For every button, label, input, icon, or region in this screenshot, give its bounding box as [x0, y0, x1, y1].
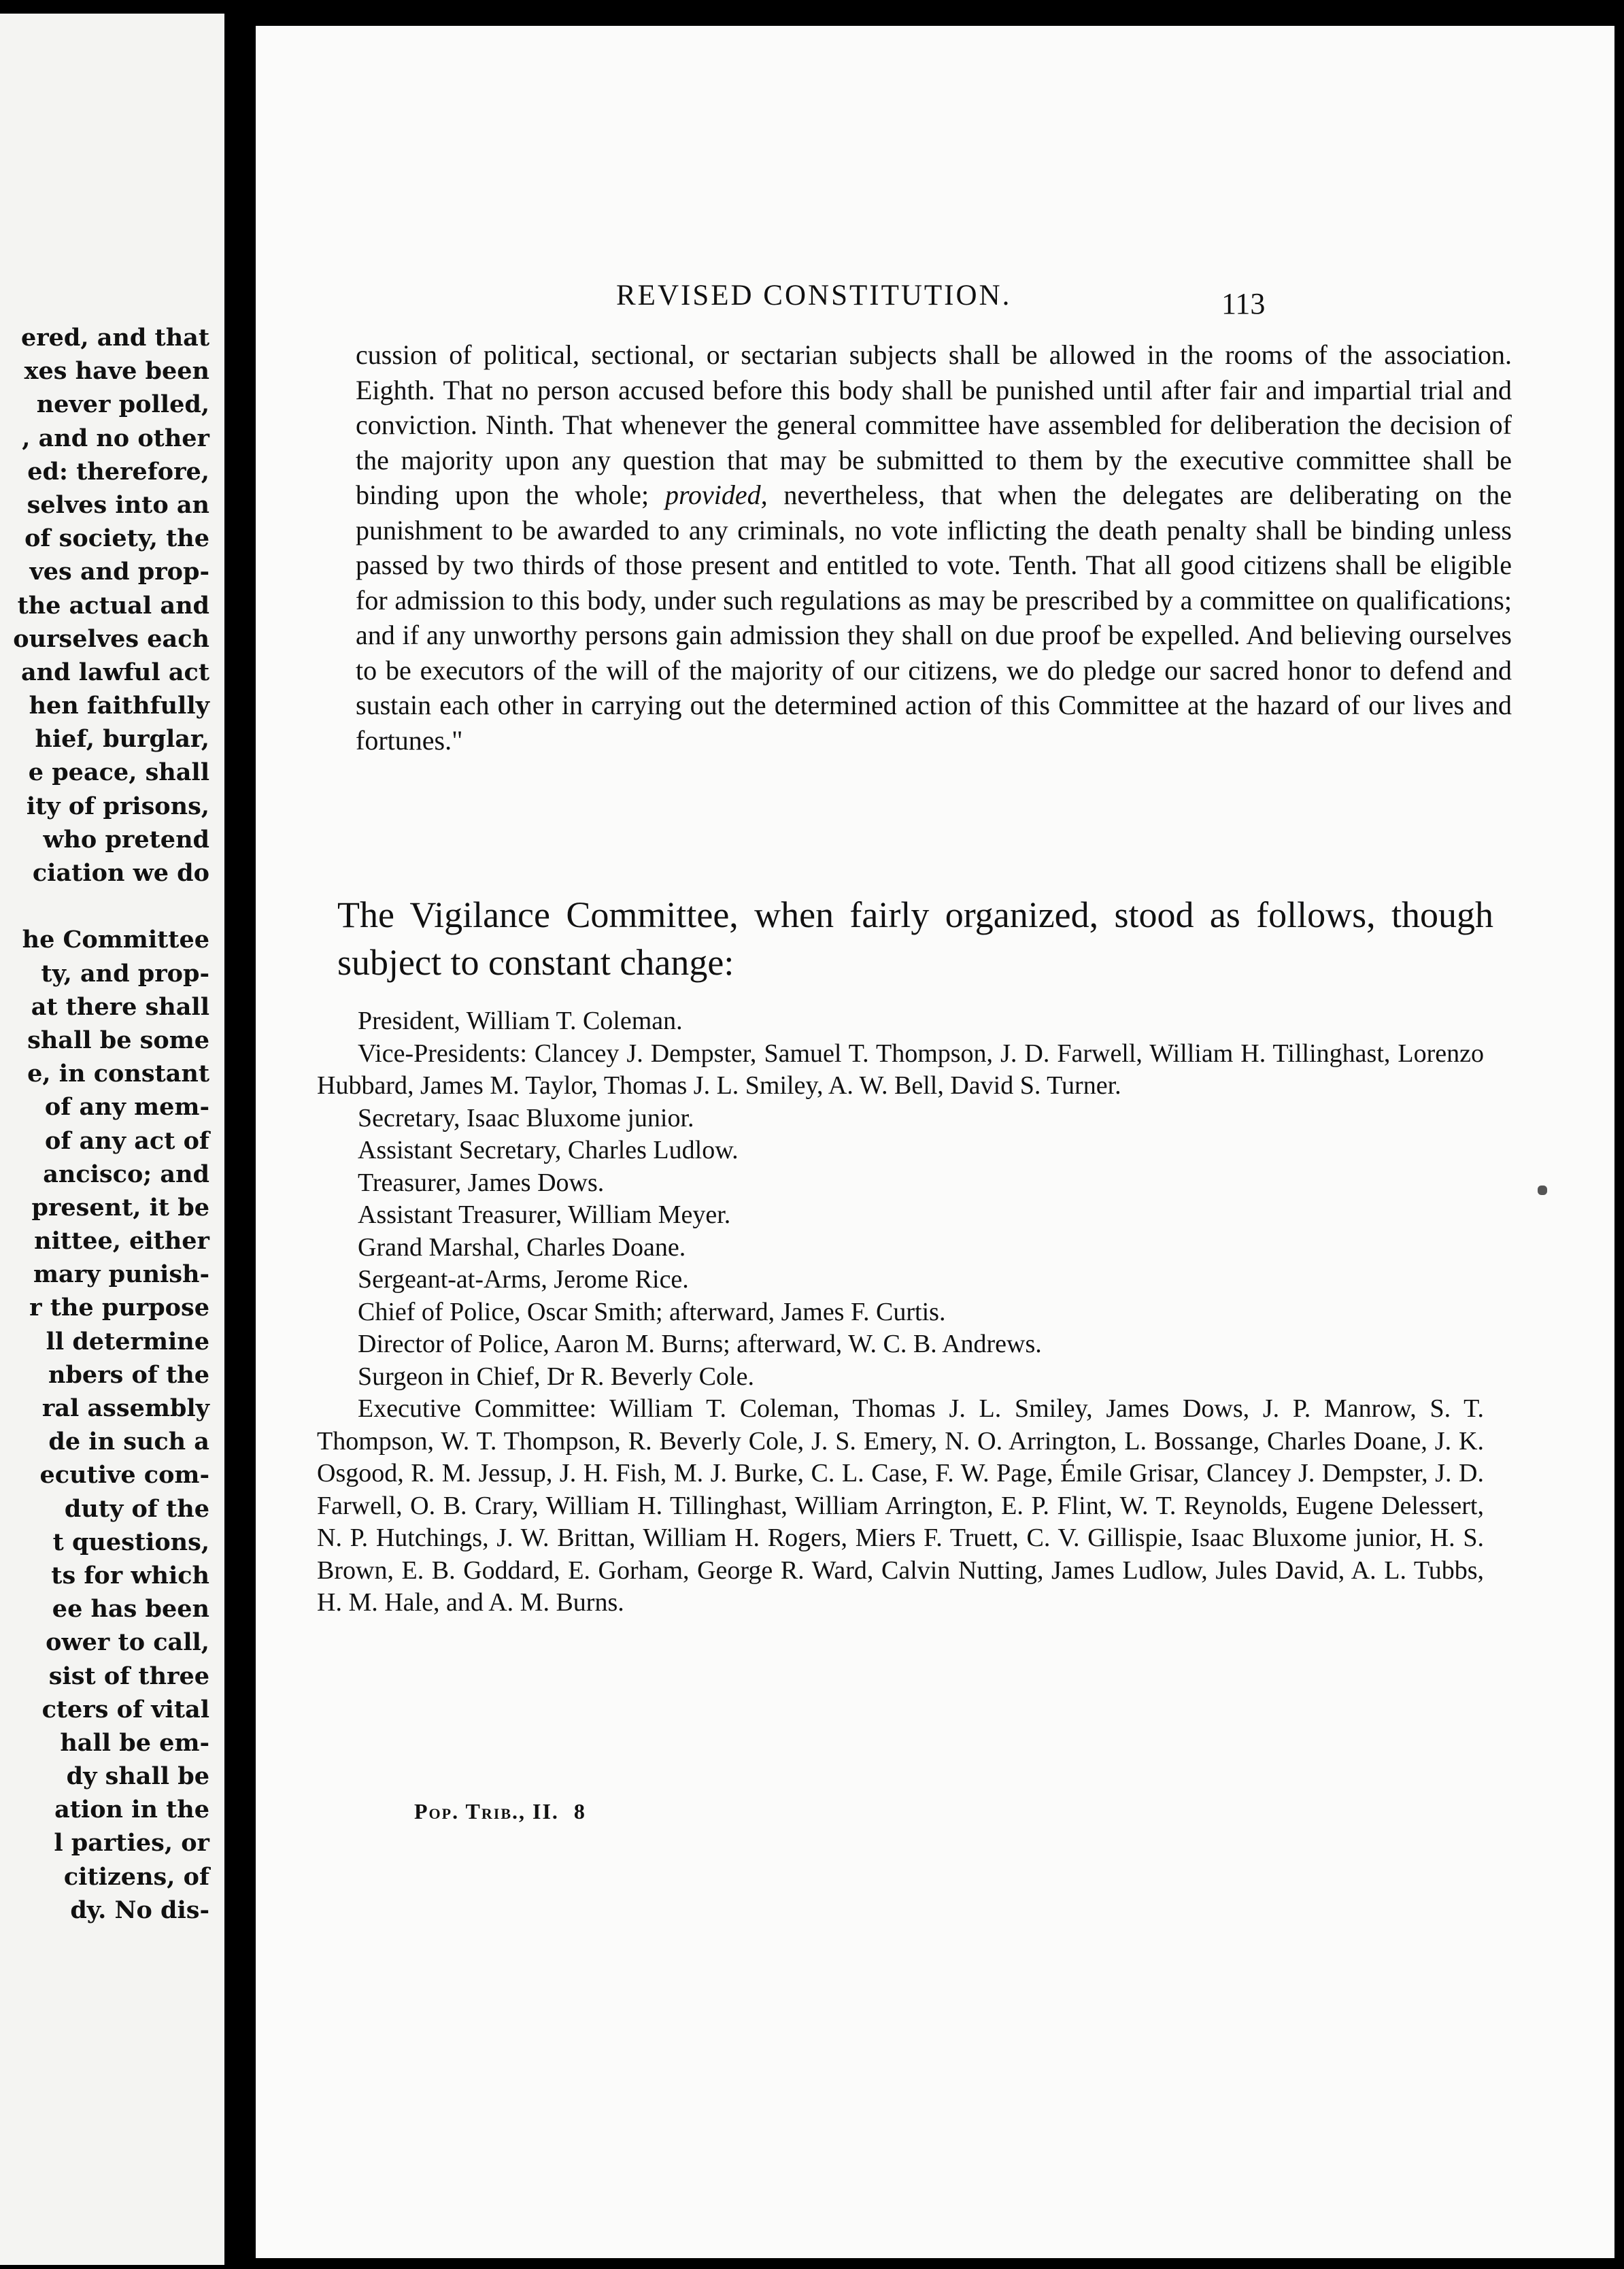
left-page-line: at there shall — [31, 992, 209, 1021]
left-page-line: he Committee — [22, 926, 209, 954]
left-page-line: ves and prop- — [29, 558, 209, 586]
left-page-line: ll determine — [46, 1327, 209, 1356]
officer-list — [317, 1005, 1484, 1619]
left-page-line: present, it be — [31, 1193, 209, 1222]
section-heading: The Vigilance Committee, when fairly organized, stood as follows, though subject to constant change: — [337, 894, 1493, 983]
left-page-line: cters of vital — [41, 1695, 209, 1724]
officer-secretary: Secretary, Isaac Bluxome junior. — [358, 1103, 694, 1132]
officer-surgeon-in-chief: Surgeon in Chief, Dr R. Beverly Cole. — [358, 1362, 754, 1391]
left-page-line: hall be em- — [60, 1728, 209, 1757]
left-page-text-column — [0, 321, 209, 1927]
left-page-line: , and no other — [22, 424, 209, 452]
left-page-line: ity of prisons, — [26, 792, 209, 820]
officer-director-of-police: Director of Police, Aaron M. Burns; afterward, W. C. B. Andrews. — [358, 1330, 1042, 1358]
page-number: 113 — [1221, 287, 1266, 320]
left-page-line: citizens, of — [63, 1862, 209, 1891]
left-page-line: duty of the — [64, 1494, 209, 1523]
officer-grand-marshal: Grand Marshal, Charles Doane. — [358, 1232, 686, 1262]
officer-assistant-treasurer: Assistant Treasurer, William Meyer. — [358, 1200, 731, 1229]
left-page-line: ee has been — [52, 1595, 209, 1624]
left-page-line: nbers of the — [48, 1360, 209, 1389]
officer-sergeant-at-arms: Sergeant-at-Arms, Jerome Rice. — [358, 1265, 689, 1294]
left-page-line: ancisco; and — [43, 1160, 209, 1188]
left-page-line: e, in constant — [27, 1060, 209, 1088]
left-page-line: ourselves each — [13, 624, 209, 653]
right-page — [256, 26, 1614, 2258]
left-page-line: dy shall be — [66, 1762, 209, 1791]
left-page-line: ation in the — [54, 1796, 209, 1824]
left-page-line: nittee, either — [34, 1227, 209, 1256]
left-page-line: ower to call, — [46, 1628, 209, 1657]
left-page-line: the actual and — [17, 591, 209, 620]
left-page-line: of society, the — [24, 524, 209, 553]
left-page-line: ed: therefore, — [27, 457, 209, 486]
officer-executive-committee: Executive Committee: William T. Coleman, Thomas J. L. Smiley, James Dows, J. P. Manrow, S. T. Thompson, W. T. Thompson, R. Beverly Cole, J. S. Emery, N. O. Arrington, L. Bossange, Charles Doane, J. K. Osgood, R. M. Jessup, J. H. Fish, M. J. Burke, C. L. Case, F. W. Page, Émile Grisar, Clancey J. Dempster, J. D. Farwell, O. B. Crary, William H. Tillinghast, William Arrington, E. P. Flint, W. T. Reynolds, Eugene Delessert, N. P. Hutchings, J. W. Brittan, William H. Rogers, Miers F. Truett, C. V. Gillispie, Isaac Bluxome junior, H. S. Brown, E. B. Goddard, E. Gorham, George R. Ward, Calvin Nutting, James Ludlow, Jules David, A. L. Tubbs, H. M. Hale, and A. M. Burns. — [317, 1394, 1484, 1617]
left-page-line: ts for which — [51, 1561, 209, 1590]
left-page-line: ral assembly — [41, 1394, 209, 1422]
left-page-line: ty, and prop- — [41, 959, 209, 988]
left-page-line: hen faithfully — [29, 692, 209, 720]
constitution-quote-paragraph — [356, 337, 1512, 758]
left-page-line: never polled, — [36, 390, 209, 419]
officer-vice-presidents: Vice-Presidents: Clancey J. Dempster, Samuel T. Thompson, J. D. Farwell, William H. Tillinghast, Lorenzo Hubbard, James M. Taylor, Thomas J. L. Smiley, A. W. Bell, David S. Turner. — [317, 1039, 1484, 1100]
left-page-line: dy. No dis- — [70, 1896, 209, 1924]
left-facing-page — [0, 14, 224, 2265]
left-page-line: ecutive com- — [39, 1461, 209, 1490]
left-page-line: of any act of — [45, 1126, 209, 1155]
quote-text-after: nevertheless, that when the delegates are deliberating on the punishment to be awarded to any criminals, no vote inflicting the death penalty shall be binding unless passed by two thirds of those present and entitled to vote. Tenth. That all good citizens shall be eligible for admission to this body, under such regulations as may be prescribed by a committee on qualifications; and if any unworthy persons gain admission they shall on due proof be expelled. And believing ourselves to be executors of the will of the majority of our citizens, we do pledge our sacred honor to defend and sustain each other in carrying out the determined action of this Committee at the hazard of our lives and fortunes." — [356, 480, 1512, 756]
officer-assistant-secretary: Assistant Secretary, Charles Ludlow. — [358, 1136, 739, 1164]
left-page-line: ciation we do — [32, 859, 209, 887]
left-page-line: ered, and that — [20, 324, 209, 352]
left-page-line: sist of three — [48, 1662, 209, 1690]
left-page-line: shall be some — [27, 1026, 209, 1054]
left-page-line: selves into an — [27, 490, 209, 519]
left-page-line: of any mem- — [44, 1093, 209, 1122]
left-page-line: and lawful act — [20, 658, 209, 686]
officer-president: President, William T. Coleman. — [358, 1007, 683, 1035]
officer-treasurer: Treasurer, James Dows. — [358, 1168, 605, 1197]
footer-signature-title: Pop. Trib., II. — [414, 1799, 559, 1823]
left-page-line — [0, 890, 209, 923]
left-page-line: xes have been — [24, 357, 209, 386]
left-page-line: mary punish- — [33, 1260, 209, 1289]
page-footer — [414, 1799, 586, 1824]
footer-signature-mark: 8 — [573, 1799, 586, 1823]
running-head: REVISED CONSTITUTION. — [616, 280, 1012, 312]
officer-chief-of-police: Chief of Police, Oscar Smith; afterward, James F. Curtis. — [358, 1297, 946, 1326]
left-page-line: t questions, — [52, 1528, 209, 1556]
left-page-line: r the purpose — [29, 1294, 209, 1322]
left-page-line: e peace, shall — [28, 758, 209, 787]
quote-text-before: cussion of political, sectional, or sectarian subjects shall be allowed in the rooms of the association. Eighth. That no person accused before this body shall be punished until after fair and impartial trial and conviction. Ninth. That whenever the general committee have assembled for deliberation the decision of the majority upon any question that may be submitted to them by the executive committee shall be binding upon the whole; — [356, 339, 1512, 510]
left-page-line: hief, burglar, — [35, 725, 209, 754]
quote-italic-word: provided, — [664, 480, 768, 510]
scan-speck — [1538, 1186, 1547, 1195]
left-page-line: l parties, or — [54, 1829, 209, 1858]
left-page-line: who pretend — [43, 825, 209, 854]
left-page-line: de in such a — [48, 1428, 209, 1456]
